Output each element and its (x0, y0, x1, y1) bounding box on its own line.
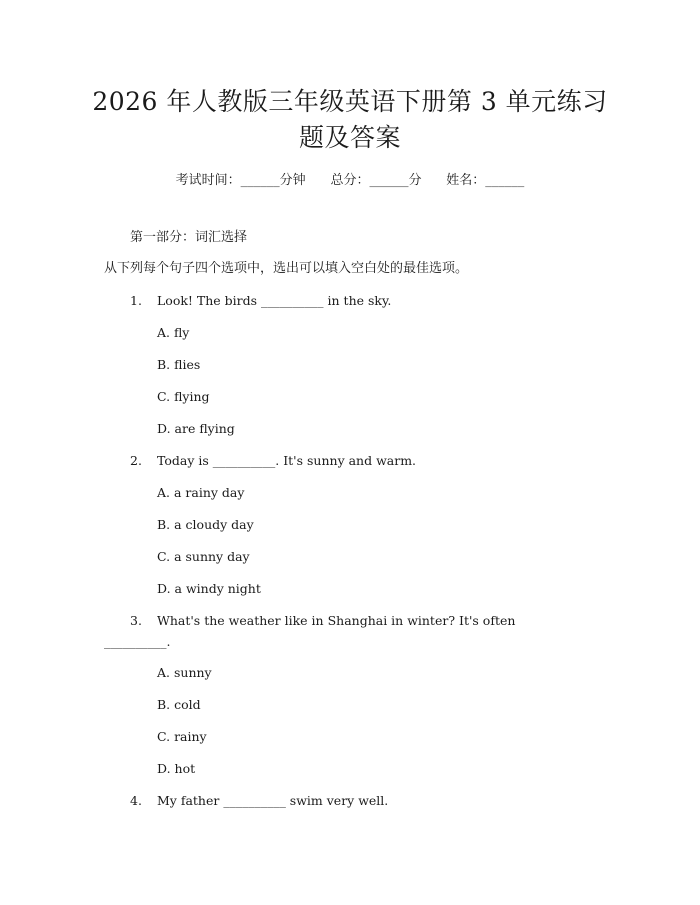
student-name-label: 姓名：______ (446, 173, 525, 188)
question-number: 1. (130, 293, 142, 308)
option-item: B. flies (157, 357, 201, 372)
option-item: D. hot (157, 761, 196, 776)
option-item: B. a cloudy day (157, 517, 254, 532)
option-item: A. fly (157, 325, 190, 340)
question-number: 3. (130, 613, 142, 628)
section-heading: 第一部分：词汇选择 (130, 230, 248, 245)
exam-meta-row (0, 169, 700, 188)
option-item: D. a windy night (157, 581, 261, 596)
total-score-label: 总分：______分 (330, 173, 422, 188)
option-item: C. a sunny day (157, 549, 250, 564)
question-number: 4. (130, 793, 142, 808)
section-instruction: 从下列每个句子四个选项中，选出可以填入空白处的最佳选项。 (104, 261, 469, 276)
question-text: What's the weather like in Shanghai in winter? It's often (157, 613, 516, 628)
option-item: A. a rainy day (157, 485, 245, 500)
question-text: Today is __________. It's sunny and warm. (157, 453, 417, 468)
question-number: 2. (130, 453, 142, 468)
option-item: D. are flying (157, 421, 235, 436)
question-text: My father __________ swim very well. (157, 793, 389, 808)
option-item: C. rainy (157, 729, 207, 744)
option-item: C. flying (157, 389, 210, 404)
exam-time-label: 考试时间：______分钟 (175, 173, 306, 188)
option-item: A. sunny (157, 665, 212, 680)
option-item: B. cold (157, 697, 201, 712)
question-text: Look! The birds __________ in the sky. (157, 293, 392, 308)
document-title-line-1: 2026 年人教版三年级英语下册第 3 单元练习 (92, 87, 608, 116)
document-title-line-2: 题及答案 (298, 123, 401, 152)
question-text-continuation: __________. (104, 634, 171, 649)
